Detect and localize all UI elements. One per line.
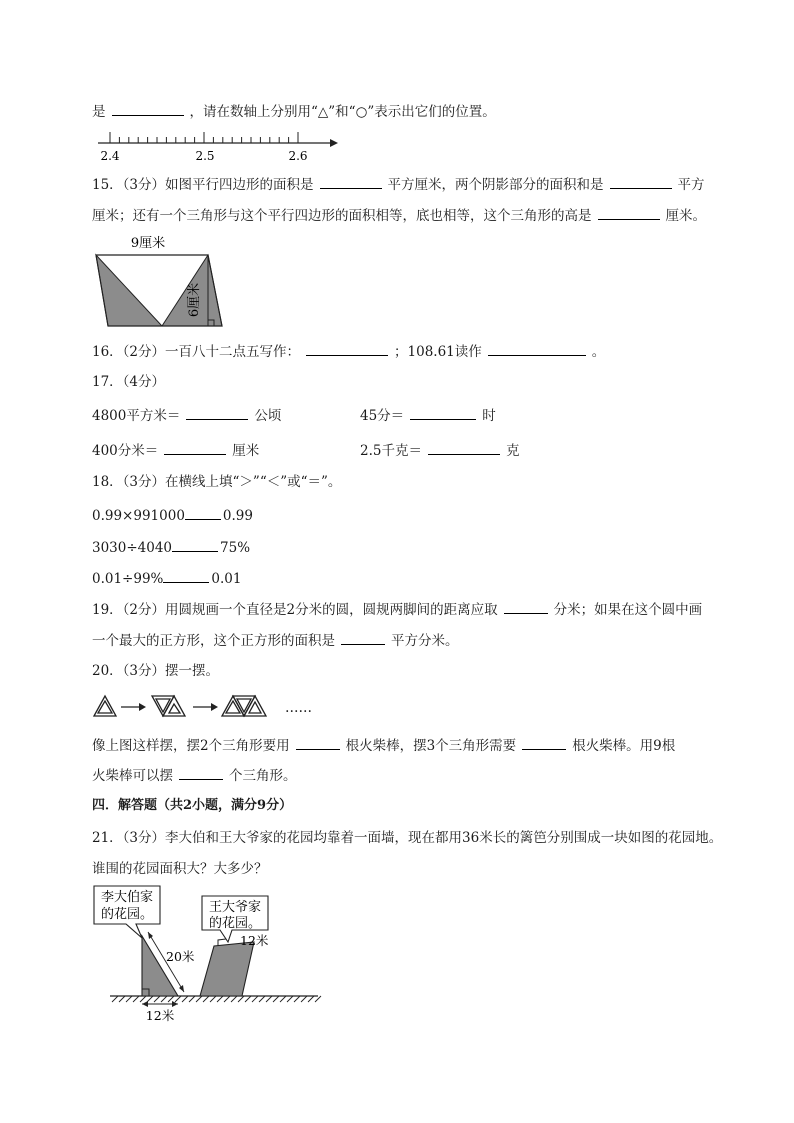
q17-r1a-text: 4800平方米＝	[92, 408, 181, 424]
q19-line2	[92, 630, 459, 650]
garden-figure	[92, 884, 332, 1026]
q20-line1	[92, 735, 675, 755]
q17-r1b-unit: 时	[482, 408, 496, 424]
hatch-line	[294, 996, 300, 1002]
hatch-line	[273, 996, 279, 1002]
hatch-line	[112, 996, 118, 1002]
q18-r2b: 75%	[220, 540, 251, 556]
q20-text-e: 个三角形。	[229, 768, 297, 784]
q17-blank-2[interactable]	[410, 405, 476, 420]
label-top-9cm: 9厘米	[130, 236, 166, 251]
q17-row1-a	[92, 405, 281, 425]
q17-row2-a	[92, 440, 259, 460]
q15-blank-2[interactable]	[610, 174, 672, 189]
q21-line1: 21．（3分）李大伯和王大爷家的花园均靠着一面墙，现在都用36米长的篱笆分别围成一块如图的花园地。	[92, 830, 723, 846]
rect-garden	[200, 942, 254, 996]
q17-r1b-text: 45分＝	[360, 408, 405, 424]
hatch-line	[217, 996, 223, 1002]
hatch-line	[140, 996, 146, 1002]
hatch-line	[203, 996, 209, 1002]
q17-row2-b	[360, 440, 519, 460]
q15-text-b: 平方厘米，两个阴影部分的面积和是	[387, 177, 604, 193]
q14-answer-blank[interactable]	[112, 101, 184, 116]
hatch-line	[287, 996, 293, 1002]
q18-r1b: 0.99	[222, 508, 253, 524]
q15-text-d: 厘米；还有一个三角形与这个平行四边形的面积相等，底也相等，这个三角形的高是	[92, 208, 592, 224]
hatch-line	[280, 996, 286, 1002]
q19-blank-2[interactable]	[341, 630, 385, 645]
hatch-line	[245, 996, 251, 1002]
q17-header: 17．（4分）	[92, 374, 166, 390]
q20-blank-3[interactable]	[179, 765, 223, 780]
q20-text-d: 火柴棒可以摆	[92, 768, 173, 784]
q19-blank-1[interactable]	[504, 599, 548, 614]
hatch-line	[238, 996, 244, 1002]
hatch-line	[133, 996, 139, 1002]
q14-suffix: ，请在数轴上分别用“△”和“○”表示出它们的位置。	[189, 104, 496, 120]
q16-text-b: ；108.61读作	[394, 344, 482, 360]
hatch-line	[259, 996, 265, 1002]
matchstick-figure	[92, 690, 282, 724]
q19-text-c: 一个最大的正方形，这个正方形的面积是	[92, 633, 335, 649]
q15-line1	[92, 174, 705, 194]
q17-blank-1[interactable]	[186, 405, 248, 420]
match-triangle-2	[152, 696, 185, 716]
section-4-title: 四．解答题（共2小题，满分9分）	[92, 798, 293, 813]
q18-row3	[92, 568, 241, 588]
q14-tail	[92, 101, 496, 121]
label-height-6cm: 6厘米	[187, 282, 202, 318]
q18-blank-3[interactable]	[163, 568, 209, 583]
q17-blank-3[interactable]	[164, 440, 226, 455]
q15-text-e: 厘米。	[665, 208, 706, 224]
q20-ellipsis: ……	[285, 700, 312, 716]
bubble-li-line2: 的花园。	[100, 907, 154, 922]
q15-blank-3[interactable]	[598, 205, 660, 220]
hatch-line	[161, 996, 167, 1002]
q18-header: 18．（3分）在横线上填“＞”“＜”或“＝”。	[92, 474, 342, 490]
q18-blank-1[interactable]	[185, 505, 221, 520]
match-triangle-1	[94, 696, 116, 716]
q15-line2	[92, 205, 706, 225]
q17-r1a-unit: 公顷	[254, 408, 282, 424]
hatch-line	[266, 996, 272, 1002]
q20-header: 20．（3分）摆一摆。	[92, 663, 220, 679]
q18-blank-2[interactable]	[172, 537, 218, 552]
wall-hatching	[112, 996, 321, 1002]
arrow-right-icon	[121, 703, 146, 711]
q18-r3b: 0.01	[211, 571, 242, 587]
q16-blank-2[interactable]	[488, 341, 586, 356]
q19-text-b: 分米；如果在这个圆中画	[553, 602, 703, 618]
q18-r2a: 3030÷4040	[92, 540, 173, 556]
match-triangle-3	[222, 696, 266, 716]
q17-row1-b	[360, 405, 496, 425]
q17-r2a-unit: 厘米	[232, 443, 260, 459]
q20-text-a: 像上图这样摆，摆2个三角形要用	[92, 738, 290, 754]
q18-row1	[92, 505, 253, 525]
hatch-line	[182, 996, 188, 1002]
q20-text-c: 根火柴棒。用9根	[572, 738, 676, 754]
q17-r2b-unit: 克	[505, 443, 520, 459]
q17-r2b-text: 2.5千克＝	[360, 443, 422, 459]
q16-text-c: 。	[591, 344, 606, 360]
hatch-line	[154, 996, 160, 1002]
hatch-line	[126, 996, 132, 1002]
hatch-line	[189, 996, 195, 1002]
q15-text-a: 15．（3分）如图平行四边形的面积是	[92, 177, 314, 193]
hatch-line	[252, 996, 258, 1002]
arrow-right-icon	[193, 703, 218, 711]
q16-text-a: 16．（2分）一百八十二点五写作：	[92, 344, 301, 360]
hatch-line	[301, 996, 307, 1002]
hatch-line	[315, 996, 321, 1002]
bubble-wang-line2: 的花园。	[208, 916, 262, 931]
q18-r3a: 0.01÷99%	[92, 571, 164, 587]
number-line-label-2.6: 2.6	[288, 149, 308, 163]
q18-row2	[92, 537, 250, 557]
q16-blank-1[interactable]	[306, 341, 388, 356]
hatch-line	[119, 996, 125, 1002]
triangle-garden	[142, 936, 178, 996]
q18-r1a: 0.99×991000	[92, 508, 185, 524]
number-line-label-2.4: 2.4	[100, 149, 120, 163]
q17-r2a-text: 400分米＝	[92, 443, 159, 459]
hatch-line	[308, 996, 314, 1002]
q19-text-d: 平方分米。	[391, 633, 459, 649]
hatch-line	[175, 996, 181, 1002]
q21-line2: 谁围的花园面积大？大多少？	[92, 861, 268, 877]
hatch-line	[210, 996, 216, 1002]
q15-text-c: 平方	[677, 177, 705, 193]
q20-line2	[92, 765, 297, 785]
q16	[92, 341, 605, 361]
hatch-line	[231, 996, 237, 1002]
parallelogram-figure	[90, 230, 230, 330]
q20-blank-1[interactable]	[296, 735, 340, 750]
q19-text-a: 19．（2分）用圆规画一个直径是2分米的圆，圆规两脚间的距离应取	[92, 602, 498, 618]
q20-text-b: 根火柴棒，摆3个三角形需要	[345, 738, 517, 754]
label-slant-20m: 20米	[166, 949, 195, 964]
q20-blank-2[interactable]	[522, 735, 566, 750]
number-line	[90, 128, 340, 168]
label-rect-12m: 12米	[240, 933, 269, 948]
bubble-li-line1: 李大伯家	[100, 890, 154, 905]
q17-blank-4[interactable]	[428, 440, 500, 455]
q19-line1	[92, 599, 702, 619]
hatch-line	[196, 996, 202, 1002]
label-bottom-12m: 12米	[145, 1008, 175, 1023]
number-line-label-2.5: 2.5	[195, 149, 215, 163]
speech-bubble-li	[94, 886, 160, 938]
hatch-line	[224, 996, 230, 1002]
hatch-line	[168, 996, 174, 1002]
bubble-wang-line1: 王大爷家	[208, 900, 262, 915]
q15-blank-1[interactable]	[320, 174, 382, 189]
q14-prefix: 是	[92, 104, 106, 120]
